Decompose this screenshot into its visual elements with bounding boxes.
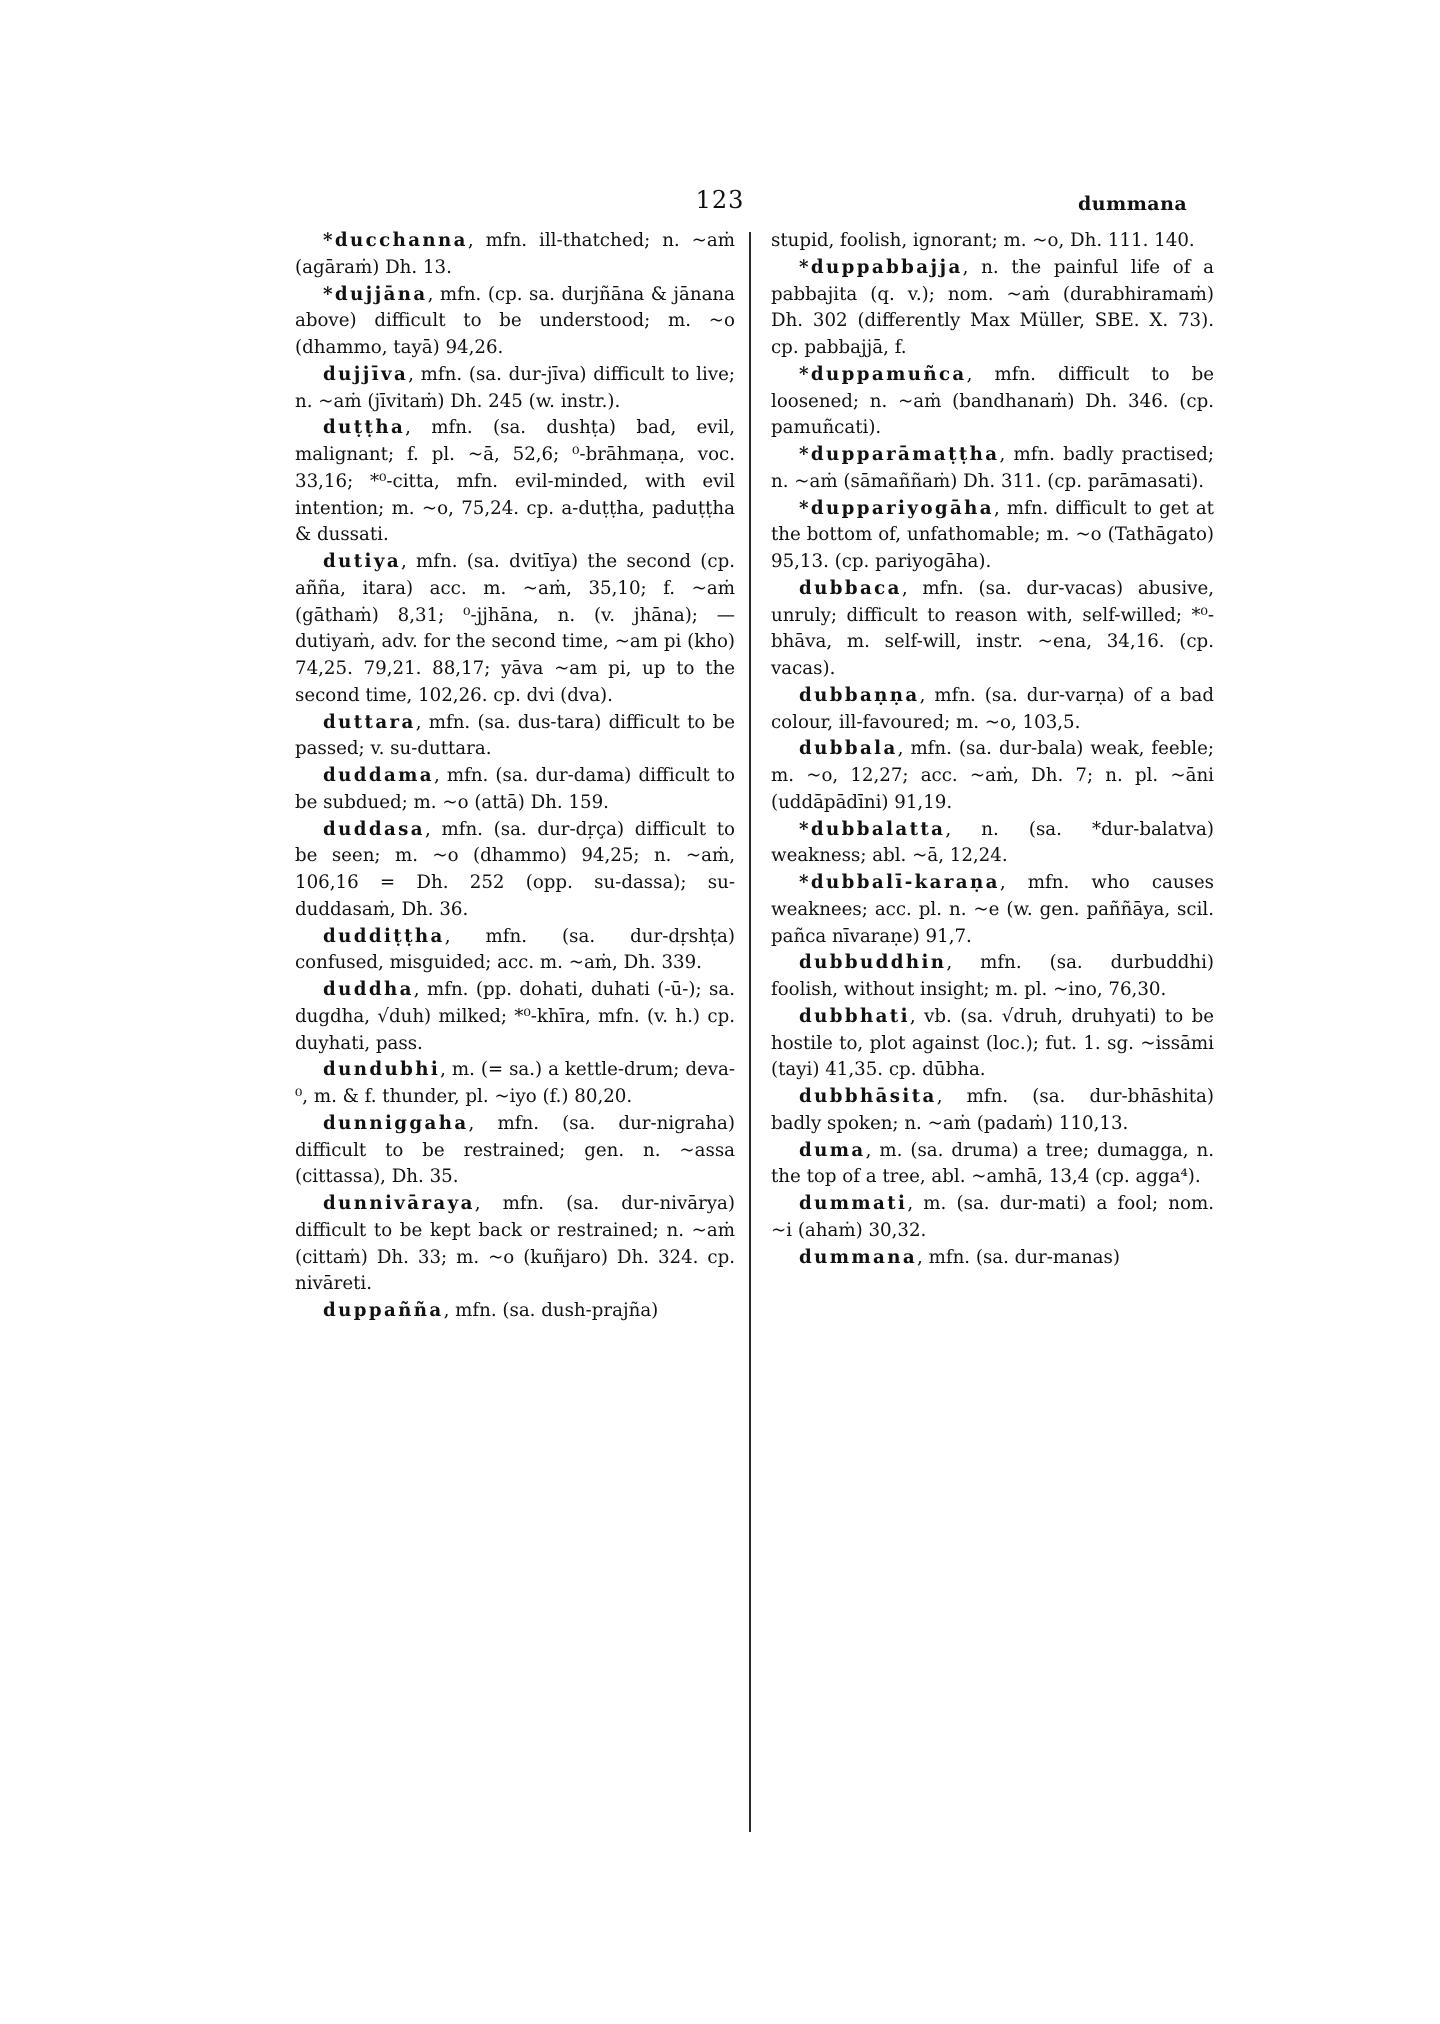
entry-definition: , mfn. (sa. dur-vacas) abusive, unruly; difficult to reason with, self-willed; *⁰-bhāva, m. self-will, instr. ~ena, 34,16. (cp. vacas). bbox=[771, 577, 1214, 679]
dictionary-entry bbox=[771, 255, 1214, 362]
entry-headword: *dupparāmaṭṭha bbox=[799, 444, 1000, 465]
dictionary-entry bbox=[771, 870, 1214, 950]
dictionary-entry bbox=[771, 736, 1214, 816]
entry-definition: , mfn. (sa. dur-dṛshṭa) confused, misguided; acc. m. ~aṁ, Dh. 339. bbox=[295, 925, 735, 974]
entry-definition: , n. the painful life of a pabbajita (q. v.); nom. ~aṁ (durabhiramaṁ) Dh. 302 (differently Max Müller, SBE. X. 73). cp. pabbajjā, f. bbox=[771, 256, 1214, 358]
entry-headword: dunnivāraya bbox=[323, 1193, 475, 1214]
entry-headword: duttara bbox=[323, 711, 416, 733]
entry-definition: , mfn. (sa. dur-nivārya) difficult to be kept back or restrained; n. ~aṁ (cittaṁ) Dh. 33; m. ~o (kuñjaro) Dh. 324. cp. nivāreti. bbox=[295, 1193, 735, 1295]
entry-headword: duma bbox=[799, 1139, 866, 1161]
entry-definition: , m. (sa. dur-mati) a fool; nom. ~i (ahaṁ) 30,32. bbox=[771, 1193, 1214, 1241]
dictionary-entry bbox=[295, 549, 735, 710]
dictionary-entry bbox=[771, 950, 1214, 1004]
dictionary-entry bbox=[295, 1191, 735, 1298]
entry-definition: , mfn. (pp. dohati, duhati (-ū-); sa. dugdha, √duh) milked; *⁰-khīra, mfn. (v. h.) cp. duyhati, pass. bbox=[295, 979, 735, 1054]
entry-definition: , mfn. (cp. sa. durjñāna & jānana above) difficult to be understood; m. ~o (dhammo, tayā) 94,26. bbox=[295, 283, 735, 358]
entry-headword: dummana bbox=[799, 1246, 918, 1268]
entry-headword: duppañña bbox=[323, 1300, 444, 1321]
right-column bbox=[771, 228, 1214, 1271]
entry-headword: dutiya bbox=[323, 551, 402, 572]
entry-definition: , mfn. (sa. dur-dṛça) difficult to be seen; m. ~o (dhammo) 94,25; n. ~aṁ, 106,16 = Dh. 252 (opp. su-dassa); su-duddasaṁ, Dh. 36. bbox=[295, 818, 735, 920]
entry-definition: , mfn. (sa. dush-prajña) bbox=[443, 1300, 659, 1321]
entry-definition: , mfn. difficult to be loosened; n. ~aṁ (bandhanaṁ) Dh. 346. (cp. pamuñcati). bbox=[771, 363, 1214, 439]
entry-headword: *dujjāna bbox=[323, 283, 428, 305]
entry-definition: , mfn. (sa. dur-nigraha) difficult to be restrained; gen. n. ~assa (cittassa), Dh. 35. bbox=[295, 1112, 735, 1188]
dictionary-entry bbox=[771, 1245, 1214, 1272]
dictionary-entry bbox=[771, 1084, 1214, 1138]
entry-definition: , mfn. ill-thatched; n. ~aṁ (agāraṁ) Dh. 13. bbox=[295, 230, 735, 278]
entry-definition: , mfn. (sa. dvitīya) the second (cp. añña, itara) acc. m. ~aṁ, 35,10; f. ~aṁ (gāthaṁ) 8,31; ⁰-jjhāna, n. (v. jhāna); — dutiyaṁ, adv. for the second time, ~am pi (kho) 74,25. 79,21. 88,17; yāva ~am pi, up to the second time, 102,26. cp. dvi (dva). bbox=[295, 551, 735, 706]
dictionary-entry bbox=[295, 1057, 735, 1111]
dictionary-entry bbox=[295, 817, 735, 924]
dictionary-entry bbox=[771, 496, 1214, 576]
entry-headword: dummati bbox=[799, 1193, 908, 1214]
entry-headword: dubbaca bbox=[799, 577, 902, 599]
entry-definition: , mfn. (sa. dur-jīva) difficult to live; n. ~aṁ (jīvitaṁ) Dh. 245 (w. instr.). bbox=[295, 363, 735, 412]
dictionary-entry bbox=[295, 763, 735, 817]
left-column bbox=[295, 228, 735, 1325]
entry-headword: dubbaṇṇa bbox=[799, 684, 920, 706]
entry-definition: , mfn. (sa. dur-bhāshita) badly spoken; n. ~aṁ (padaṁ) 110,13. bbox=[771, 1086, 1214, 1134]
entry-headword: *dubbalatta bbox=[799, 818, 946, 840]
dictionary-entry bbox=[295, 924, 735, 978]
dictionary-entry bbox=[771, 1191, 1214, 1245]
entry-headword: *ducchanna bbox=[323, 230, 468, 251]
entry-definition: , mfn. badly practised; n. ~aṁ (sāmaññaṁ) Dh. 311. (cp. parāmasati). bbox=[771, 444, 1214, 492]
page-number: 123 bbox=[695, 186, 745, 214]
dictionary-entry bbox=[295, 1111, 735, 1191]
column-rule bbox=[749, 232, 751, 1832]
entry-headword: duddha bbox=[323, 979, 414, 1000]
dictionary-entry bbox=[295, 977, 735, 1057]
dictionary-entry bbox=[771, 1138, 1214, 1192]
entry-definition: , mfn. (sa. dus-tara) difficult to be passed; v. su-duttara. bbox=[295, 711, 735, 760]
entry-headword: *duppamuñca bbox=[799, 363, 967, 385]
entry-headword: dujjīva bbox=[323, 363, 409, 385]
entry-headword: dubbuddhin bbox=[799, 952, 947, 974]
entry-definition: , mfn. (sa. dushṭa) bad, evil, malignant; f. pl. ~ā, 52,6; ⁰-brāhmaṇa, voc. 33,16; *⁰-citta, mfn. evil-minded, with evil intention; m. ~o, 75,24. cp. a-duṭṭha, paduṭṭha & dussati. bbox=[295, 417, 735, 546]
entry-headword: duṭṭha bbox=[323, 417, 406, 439]
entry-definition: , n. (sa. *dur-balatva) weakness; abl. ~ā, 12,24. bbox=[771, 818, 1214, 867]
entry-headword: duddasa bbox=[323, 818, 425, 840]
dictionary-entry bbox=[771, 683, 1214, 737]
entry-definition: , mfn. (sa. dur-manas) bbox=[917, 1246, 1120, 1268]
dictionary-entry bbox=[295, 228, 735, 282]
entry-headword: dubbala bbox=[799, 738, 898, 760]
entry-definition: , mfn. difficult to get at the bottom of, unfathomable; m. ~o (Tathāgato) 95,13. (cp. pariyogāha). bbox=[771, 497, 1214, 572]
dictionary-entry-continuation bbox=[771, 228, 1214, 255]
dictionary-entry bbox=[295, 710, 735, 764]
entry-headword: *duppabbajja bbox=[799, 256, 963, 278]
entry-definition: , mfn. (sa. durbuddhi) foolish, without insight; m. pl. ~ino, 76,30. bbox=[771, 952, 1214, 1000]
entry-definition: , mfn. (sa. dur-varṇa) of a bad colour, ill-favoured; m. ~o, 103,5. bbox=[771, 684, 1214, 733]
entry-headword: *duppariyogāha bbox=[799, 497, 994, 519]
entry-headword: dubbhati bbox=[799, 1005, 910, 1027]
dictionary-entry bbox=[771, 1004, 1214, 1084]
entry-definition: , m. (sa. druma) a tree; dumagga, n. the top of a tree, abl. ~amhā, 13,4 (cp. agga⁴). bbox=[771, 1139, 1214, 1188]
running-head: dummana bbox=[1078, 193, 1188, 215]
entry-definition: , vb. (sa. √druh, druhyati) to be hostile to, plot against (loc.); fut. 1. sg. ~issāmi (tayi) 41,35. cp. dūbha. bbox=[771, 1005, 1214, 1081]
entry-headword: *dubbalī-karaṇa bbox=[799, 872, 1000, 893]
entry-headword: dubbhāsita bbox=[799, 1086, 937, 1107]
entry-definition: , mfn. (sa. dur-bala) weak, feeble; m. ~o, 12,27; acc. ~aṁ, Dh. 7; n. pl. ~āni (uddāpādīni) 91,19. bbox=[771, 738, 1214, 813]
entry-headword: dundubhi bbox=[323, 1059, 441, 1081]
entry-definition: , m. (= sa.) a kettle-drum; deva-⁰, m. & f. thunder, pl. ~iyo (f.) 80,20. bbox=[295, 1059, 735, 1107]
dictionary-entry bbox=[771, 817, 1214, 871]
entry-definition: , mfn. who causes weaknees; acc. pl. n. ~e (w. gen. paññāya, scil. pañca nīvaraṇe) 91,7. bbox=[771, 872, 1214, 947]
entry-definition: stupid, foolish, ignorant; m. ~o, Dh. 111. 140. bbox=[771, 230, 1195, 251]
entry-headword: duddiṭṭha bbox=[323, 925, 445, 947]
dictionary-entry bbox=[771, 576, 1214, 683]
entry-headword: dunniggaha bbox=[323, 1112, 469, 1134]
dictionary-entry bbox=[295, 282, 735, 362]
dictionary-entry bbox=[295, 415, 735, 549]
dictionary-entry bbox=[295, 1298, 735, 1325]
dictionary-entry bbox=[771, 362, 1214, 442]
entry-headword: duddama bbox=[323, 765, 434, 786]
dictionary-entry bbox=[771, 442, 1214, 496]
entry-definition: , mfn. (sa. dur-dama) difficult to be subdued; m. ~o (attā) Dh. 159. bbox=[295, 765, 735, 813]
dictionary-entry bbox=[295, 362, 735, 416]
